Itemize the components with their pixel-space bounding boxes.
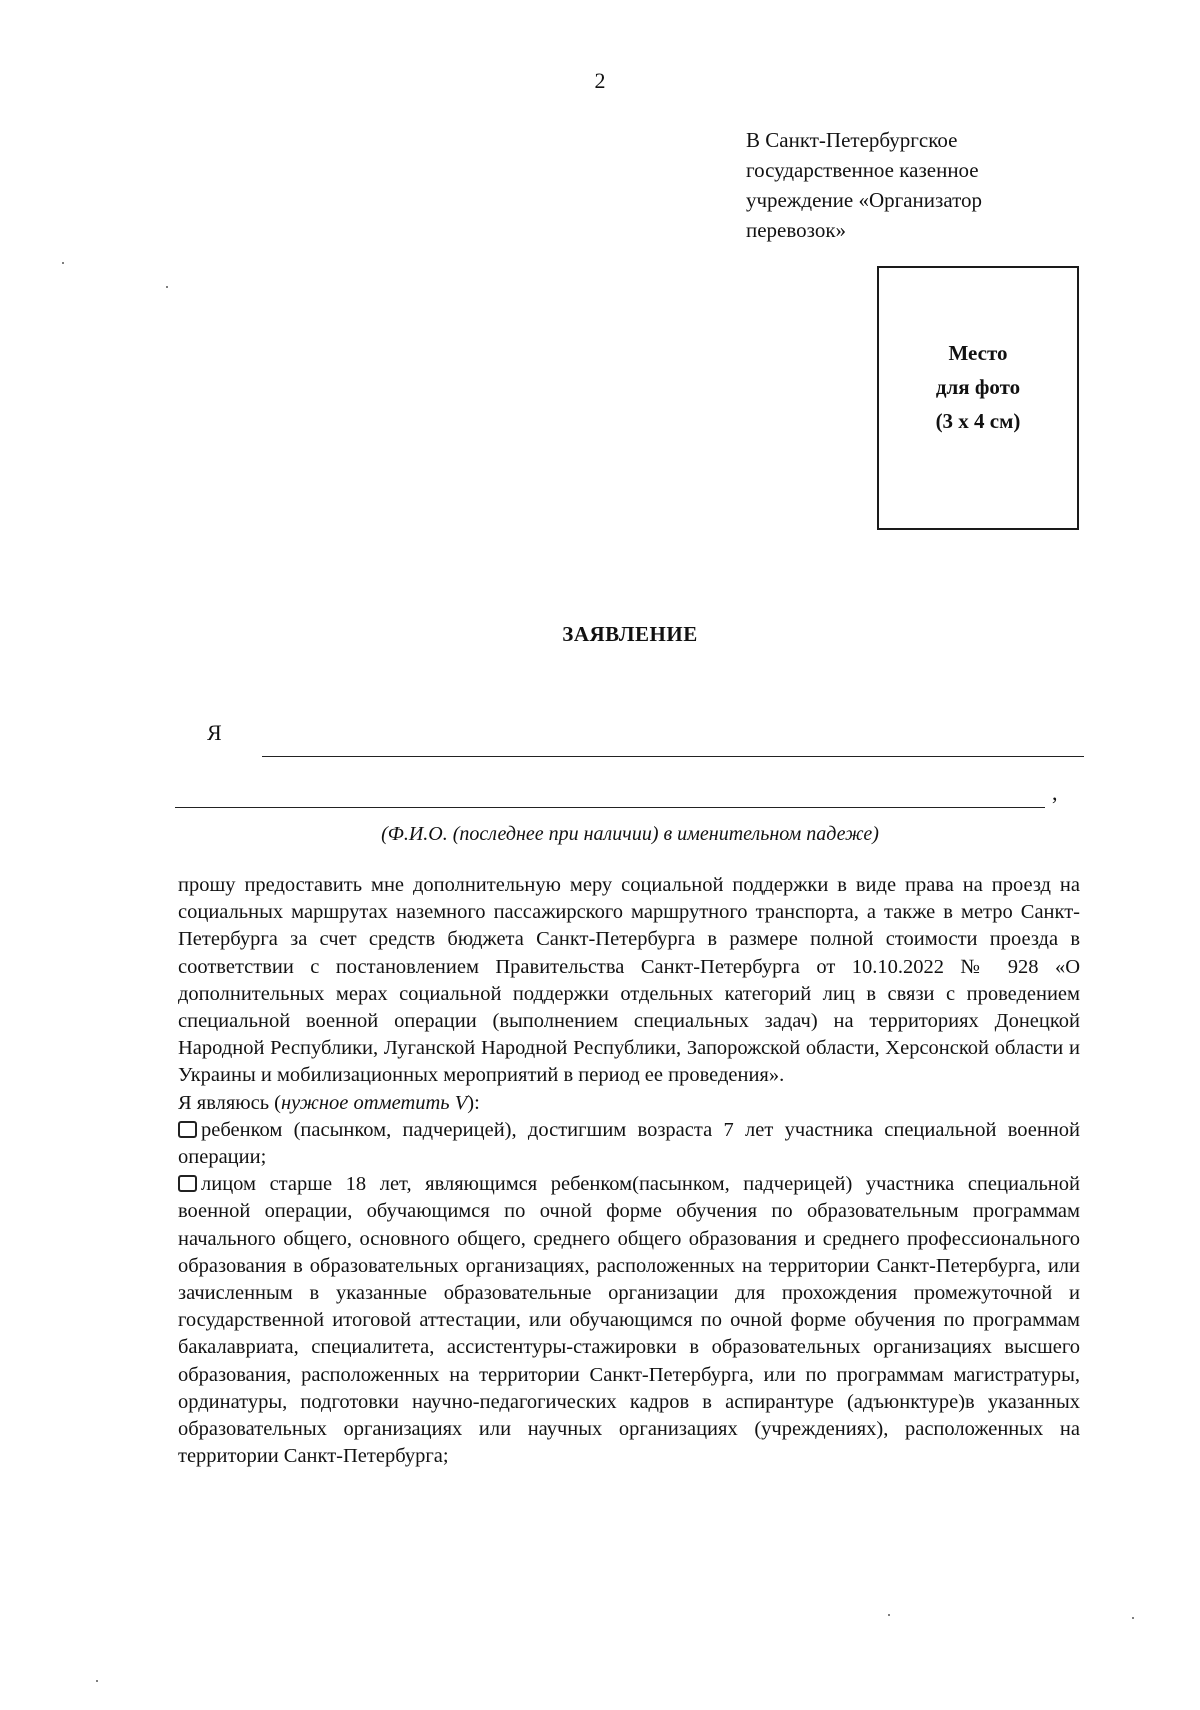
addressee-line: государственное казенное <box>746 158 979 182</box>
option-text: лицом старше 18 лет, являющимся ребенком(пасынком, падчерицей) участника специальной военной операции, обучающимся по очной форме обучения по образовательным программам начального общего, основного общего, среднего общего образования и среднего профессионального образования в образовательных организациях, расположенных на территории Санкт-Петербурга, или зачисленным в указанные образовательные организации для прохождения промежуточной и государственной итоговой аттестации, или обучающимся по очной форме обучения по программам бакалавриата, специалитета, ассистентуры-стажировки в образовательных организациях высшего образования, расположенных на территории Санкт-Петербурга, или по программам магистратуры, ординатуры, подготовки научно-педагогических кадров в аспирантуре (адъюнктуре)в указанных образовательных организациях или научных организациях (учреждениях), расположенных на территории Санкт-Петербурга; <box>178 1173 1080 1468</box>
option-text: ребенком (пасынком, падчерицей), достигшим возраста 7 лет участника специальной военной операции; <box>178 1118 1080 1169</box>
status-intro-hint: нужное отметить V <box>281 1091 468 1114</box>
name-field-caption: (Ф.И.О. (последнее при наличии) в именительном падеже) <box>381 823 879 845</box>
status-intro-tail: ): <box>467 1091 480 1114</box>
option-item <box>178 1117 1080 1171</box>
name-field-line-1[interactable] <box>262 756 1084 757</box>
scan-speck <box>62 262 64 264</box>
option-checkbox[interactable] <box>178 1175 197 1192</box>
addressee-block <box>746 125 1076 245</box>
photo-label-line: (3 х 4 см) <box>935 409 1021 433</box>
addressee-line: перевозок» <box>746 218 847 242</box>
photo-label-line: Место <box>948 341 1008 365</box>
status-intro-lead: Я являюсь ( <box>178 1091 282 1114</box>
addressee-line: учреждение «Организатор <box>746 188 982 212</box>
page-number: 2 <box>594 68 606 93</box>
name-prefix: Я <box>207 720 222 745</box>
request-paragraph: прошу предоставить мне дополнительную меру социальной поддержки в виде права на проезд на социальных маршрутах наземного пассажирского маршрутного транспорта, а также в метро Санкт-Петербурга за счет средств бюджета Санкт-Петербурга в размере полной стоимости проезда в соответствии с постановлением Правительства Санкт-Петербурга от 10.10.2022 № 928 «О дополнительных мерах социальной поддержки отдельных категорий лиц в связи с проведением специальной военной операции (выполнением специальных задач) на территориях Донецкой Народной Республики, Луганской Народной Республики, Запорожской области, Херсонской области и Украины и мобилизационных мероприятий в период ее проведения». <box>178 874 1080 1087</box>
scan-speck <box>96 1680 98 1682</box>
scan-speck <box>166 286 168 288</box>
name-field-comma: , <box>1052 780 1058 805</box>
scan-speck <box>1132 1617 1134 1619</box>
body-text <box>178 872 1080 1470</box>
addressee-line: В Санкт-Петербургское <box>746 128 958 152</box>
status-intro <box>178 1090 1080 1117</box>
photo-label-line: для фото <box>935 375 1021 399</box>
option-item <box>178 1171 1080 1470</box>
document-title: ЗАЯВЛЕНИЕ <box>562 622 698 646</box>
scan-speck <box>888 1614 890 1616</box>
name-field-line-2[interactable] <box>175 807 1045 808</box>
option-checkbox[interactable] <box>178 1121 197 1138</box>
photo-placeholder <box>877 266 1079 530</box>
